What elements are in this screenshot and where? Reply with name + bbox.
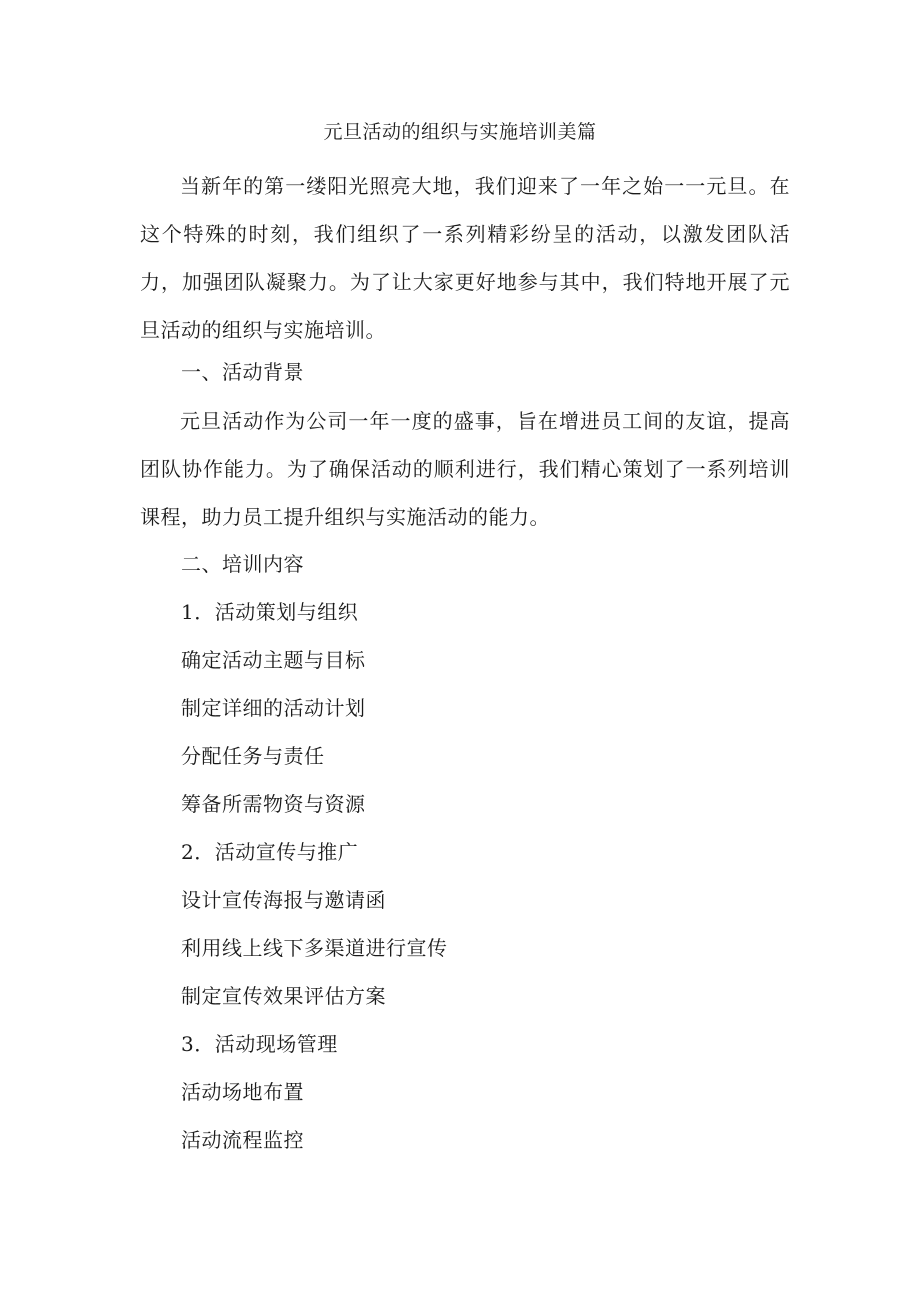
list-item: 分配任务与责任 (181, 744, 325, 768)
item-heading-promotion: 2．活动宣传与推广 (181, 840, 359, 864)
intro-paragraph: 当新年的第一缕阳光照亮大地，我们迎来了一年之始一一元旦。在这个特殊的时刻，我们组织了一系列精彩纷呈的活动，以激发团队活力，加强团队凝聚力。为了让大家更好地参与其中，我们特地开展了元旦活动的组织与实施培训。 (140, 174, 790, 342)
section-heading-background: 一、活动背景 (181, 360, 304, 384)
list-item: 制定详细的活动计划 (181, 696, 366, 720)
item-heading-planning: 1．活动策划与组织 (181, 600, 359, 624)
section-heading-content: 二、培训内容 (181, 552, 304, 576)
list-item: 制定宣传效果评估方案 (181, 984, 386, 1008)
document-title: 元旦活动的组织与实施培训美篇 (323, 121, 597, 143)
item-heading-onsite: 3．活动现场管理 (181, 1032, 338, 1056)
list-item: 筹备所需物资与资源 (181, 792, 366, 816)
list-item: 活动场地布置 (181, 1080, 304, 1104)
list-item: 活动流程监控 (181, 1128, 304, 1152)
list-item: 确定活动主题与目标 (181, 648, 366, 672)
list-item: 设计宣传海报与邀请函 (181, 888, 386, 912)
background-paragraph: 元旦活动作为公司一年一度的盛事，旨在增进员工间的友谊，提高团队协作能力。为了确保活动的顺利进行，我们精心策划了一系列培训课程，助力员工提升组织与实施活动的能力。 (140, 409, 790, 529)
list-item: 利用线上线下多渠道进行宣传 (181, 936, 448, 960)
